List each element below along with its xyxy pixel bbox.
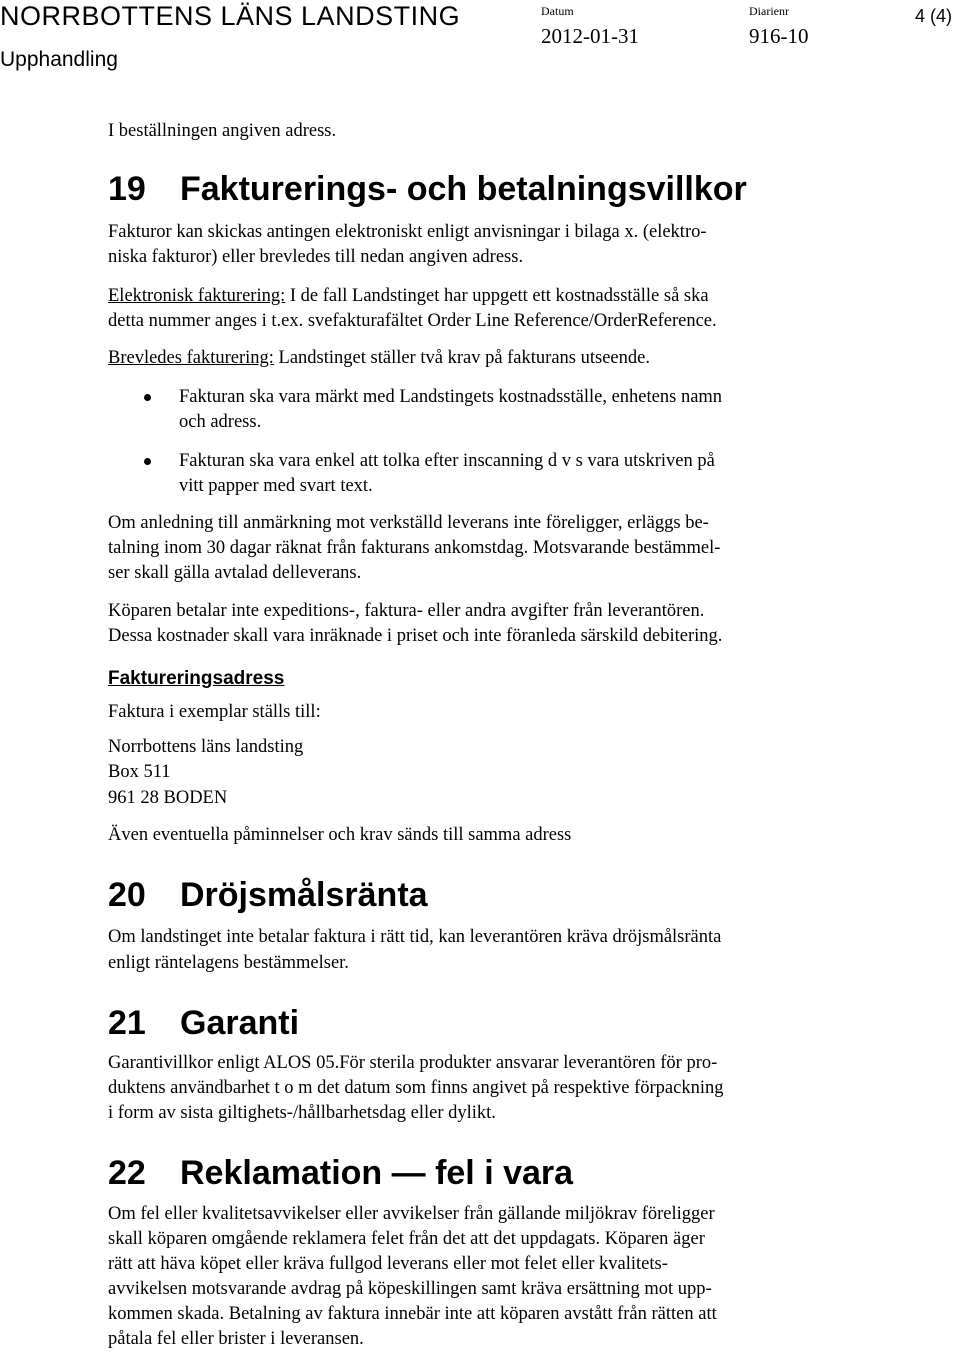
bullet-line: och adress. xyxy=(179,412,262,432)
paragraph-line: Om landstinget inte betalar faktura i rätt tid, kan leverantören kräva dröjsmålsränta xyxy=(108,927,722,947)
paragraph-line: Dessa kostnader skall vara inräknade i priset och inte föranleda särskild debitering. xyxy=(108,626,723,646)
bullet-line: vitt papper med svart text. xyxy=(179,476,373,496)
address-intro: Faktura i exemplar ställs till: xyxy=(108,702,321,722)
page-number: 4 (4) xyxy=(914,6,952,26)
section-number: 21 xyxy=(108,1004,146,1042)
postal-invoicing-line xyxy=(108,346,650,372)
postal-invoicing-text: Landstinget ställer två krav på fakturans utseende. xyxy=(273,348,650,368)
address-line: Norrbottens läns landsting xyxy=(108,737,304,757)
date-value: 2012-01-31 xyxy=(541,24,639,48)
electronic-invoicing-line xyxy=(108,284,709,310)
address-line: 961 28 BODEN xyxy=(108,788,228,808)
bullet-icon xyxy=(144,394,151,401)
section-title: Reklamation — fel i vara xyxy=(180,1154,574,1192)
paragraph-line: skall köparen omgående reklamera felet från det att det uppdagats. Köparen äger xyxy=(108,1229,705,1249)
paragraph-line: Köparen betalar inte expeditions-, faktura- eller andra avgifter från leverantören. xyxy=(108,601,705,621)
document-subtitle: Upphandling xyxy=(0,48,118,71)
invoice-address-heading: Faktureringsadress xyxy=(108,668,285,689)
section-20-heading xyxy=(108,876,428,915)
paragraph-line: enligt räntelagens bestämmelser. xyxy=(108,953,349,973)
postal-invoicing-label: Brevledes fakturering: xyxy=(108,348,274,368)
section-number: 20 xyxy=(108,876,146,914)
paragraph-line: rätt att häva köpet eller kräva fullgod leverans eller mot felet eller kvalitets- xyxy=(108,1254,668,1274)
bullet-icon xyxy=(144,458,151,465)
paragraph-line: påtala fel eller brister i leveransen. xyxy=(108,1329,364,1349)
section-number: 22 xyxy=(108,1154,146,1192)
section-number: 19 xyxy=(108,170,146,208)
electronic-invoicing-label: Elektronisk fakturering: xyxy=(108,286,286,306)
org-name: NORRBOTTENS LÄNS LANDSTING xyxy=(0,1,461,31)
paragraph-line: kommen skada. Betalning av faktura innebär inte att köparen avstått från rätten att xyxy=(108,1304,717,1324)
bullet-line: Fakturan ska vara märkt med Landstingets kostnadsställe, enhetens namn xyxy=(179,387,723,407)
electronic-invoicing-text: I de fall Landstinget har uppgett ett kostnadsställe så ska xyxy=(285,286,709,306)
section-title: Garanti xyxy=(180,1004,300,1042)
paragraph-line: talning inom 30 dagar räknat från fakturans ankomstdag. Motsvarande bestämmel- xyxy=(108,538,721,558)
section-22-heading xyxy=(108,1154,573,1193)
intro-text: I beställningen angiven adress. xyxy=(108,121,337,141)
reminder-text: Även eventuella påminnelser och krav sänds till samma adress xyxy=(108,825,572,845)
paragraph-line: detta nummer anges i t.ex. svefakturafältet Order Line Reference/OrderReference. xyxy=(108,311,717,331)
ref-value: 916-10 xyxy=(749,24,809,48)
paragraph-line: ser skall gälla avtalad delleverans. xyxy=(108,563,362,583)
paragraph-line: avvikelsen motsvarande avdrag på köpeskillingen samt kräva ersättning mot upp- xyxy=(108,1279,712,1299)
paragraph-line: Om anledning till anmärkning mot verkställd leverans inte föreligger, erläggs be- xyxy=(108,513,709,533)
bullet-line: Fakturan ska vara enkel att tolka efter inscanning d v s vara utskriven på xyxy=(179,451,715,471)
paragraph-line: niska fakturor) eller brevledes till nedan angiven adress. xyxy=(108,247,524,267)
ref-label: Diarienr xyxy=(749,4,789,18)
section-title: Dröjsmålsränta xyxy=(180,876,428,914)
section-21-heading xyxy=(108,1004,299,1043)
date-label: Datum xyxy=(541,4,574,18)
paragraph-line: Garantivillkor enligt ALOS 05.För sterila produkter ansvarar leverantören för pro- xyxy=(108,1053,718,1073)
section-title: Fakturerings- och betalningsvillkor xyxy=(180,170,747,208)
paragraph-line: duktens användbarhet t o m det datum som finns angivet på respektive förpackning xyxy=(108,1078,724,1098)
paragraph-line: Fakturor kan skickas antingen elektroniskt enligt anvisningar i bilaga x. (elektro- xyxy=(108,222,707,242)
section-19-heading xyxy=(108,170,747,209)
paragraph-line: Om fel eller kvalitetsavvikelser eller avvikelser från gällande miljökrav föreligger xyxy=(108,1204,715,1224)
paragraph-line: i form av sista giltighets-/hållbarhetsdag eller dylikt. xyxy=(108,1103,496,1123)
address-line: Box 511 xyxy=(108,762,171,782)
